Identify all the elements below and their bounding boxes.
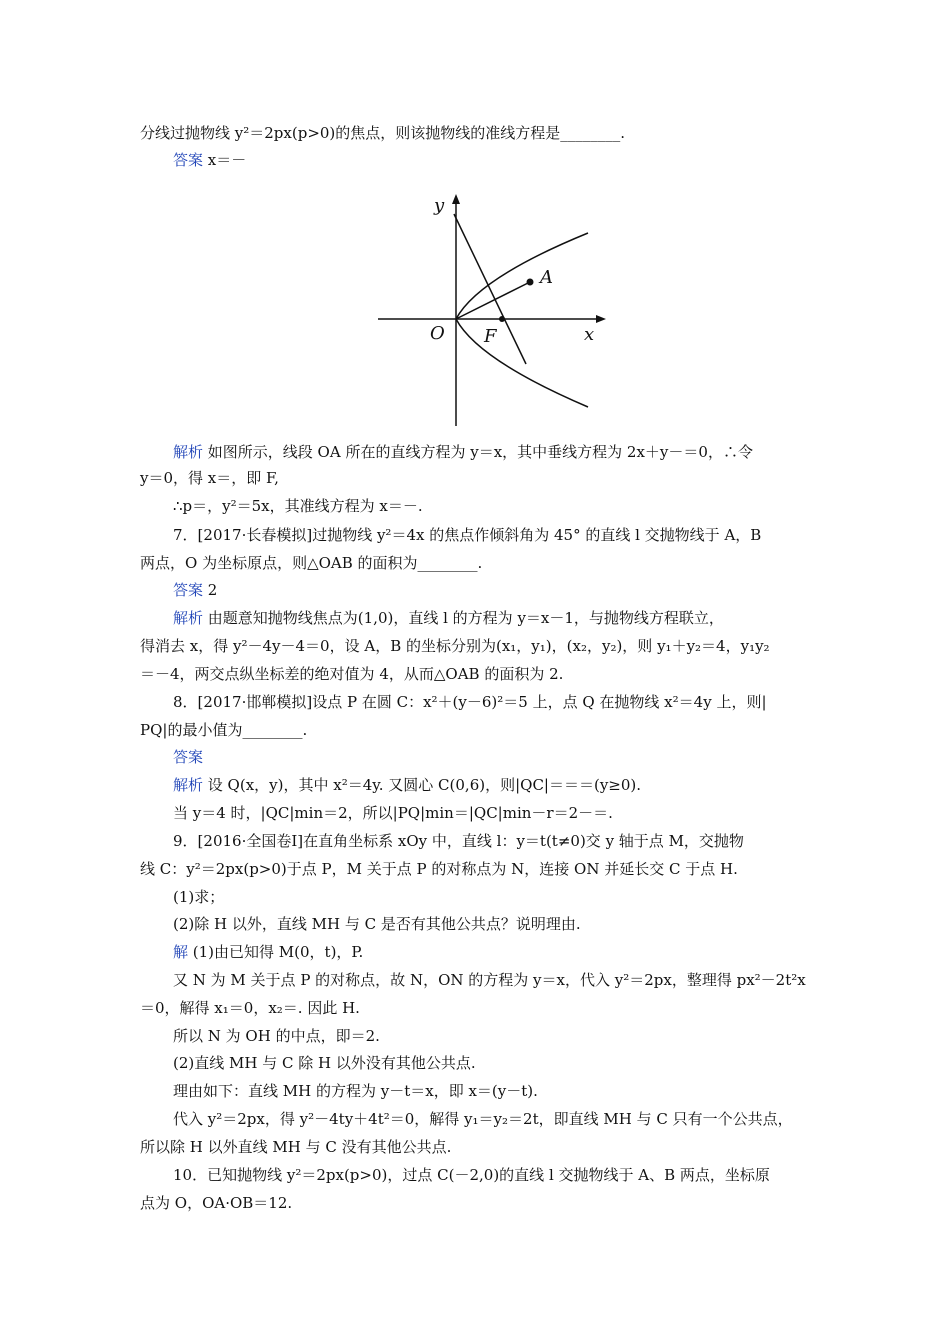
analysis-line: 解析 如图所示，线段 OA 所在的直线方程为 y＝x，其中垂线方程为 2x＋y－＝0，∴令 [173, 443, 753, 461]
analysis-label: 解析 [173, 776, 204, 794]
text-line: (2)直线 MH 与 C 除 H 以外没有其他公共点. [173, 1054, 476, 1072]
x-axis-label: x [584, 324, 595, 345]
text-line: 当 y＝4 时，|QC|min＝2，所以|PQ|min＝|QC|min－r＝2－＝. [173, 804, 613, 822]
solution-line: 解 (1)由已知得 M(0，t)，P. [173, 943, 364, 961]
point-a-label: A [540, 267, 553, 288]
answer-line: 答案 2 [173, 581, 218, 599]
answer-label: 答案 [173, 581, 204, 599]
focus-label: F [484, 326, 497, 347]
solution-label: 解 [173, 943, 189, 961]
origin-label: O [430, 323, 445, 344]
text-line: 两点，O 为坐标原点，则△OAB 的面积为________. [140, 554, 483, 572]
y-axis-arrow [452, 194, 460, 204]
answer-line [173, 746, 853, 768]
text-line: 点为 O，OA·OB＝12. [140, 1194, 293, 1212]
text-line: 所以除 H 以外直线 MH 与 C 没有其他公共点. [140, 1138, 452, 1156]
analysis-label: 解析 [173, 609, 204, 627]
text-line: 得消去 x，得 y²－4y－4＝0，设 A，B 的坐标分别为(x₁，y₁)，(x₂，y₂)，则 y₁＋y₂＝4，y₁y₂ [140, 637, 770, 655]
question-10: 10．已知抛物线 y²＝2px(p>0)，过点 C(－2,0)的直线 l 交抛物线于 A、B 两点，坐标原 [173, 1166, 770, 1184]
y-axis-label: y [434, 195, 445, 216]
text-line: 代入 y²＝2px，得 y²－4ty＋4t²＝0，解得 y₁＝y₂＝2t，即直线 MH 与 C 只有一个公共点， [173, 1110, 793, 1128]
text-line: ＝0，解得 x₁＝0，x₂＝. 因此 H. [140, 999, 360, 1017]
point-f [499, 316, 505, 322]
text-line: (1)求； [173, 888, 225, 906]
parabola-figure [368, 188, 618, 428]
text-line: ∴p＝，y²＝5x，其准线方程为 x＝－. [173, 497, 423, 515]
analysis-label: 解析 [173, 443, 204, 461]
text-line: y＝0，得 x＝，即 F, [140, 469, 279, 487]
question-9: 9．[2016·全国卷Ⅰ]在直角坐标系 xOy 中，直线 l：y＝t(t≠0)交 y 轴于点 M，交抛物 [173, 832, 744, 850]
question-7: 7．[2017·长春模拟]过抛物线 y²＝4x 的焦点作倾斜角为 45° 的直线 l 交抛物线于 A，B [173, 526, 762, 544]
x-axis-arrow [596, 315, 606, 323]
text-line: 分线过抛物线 y²＝2px(p>0)的焦点，则该抛物线的准线方程是________. [140, 124, 626, 142]
analysis-line: 解析 由题意知抛物线焦点为(1,0)，直线 l 的方程为 y＝x－1，与抛物线方程联立， [173, 609, 724, 627]
text-line: 所以 N 为 OH 的中点，即＝2. [173, 1027, 380, 1045]
answer-label: 答案 [173, 151, 204, 169]
text-line: (2)除 H 以外，直线 MH 与 C 是否有其他公共点？说明理由. [173, 915, 581, 933]
segment-oa [456, 282, 530, 319]
analysis-line: 解析 设 Q(x，y)，其中 x²＝4y. 又圆心 C(0,6)，则|QC|＝＝＝(y≥0). [173, 776, 642, 794]
answer-label: 答案 [173, 748, 204, 766]
answer-line: 答案 x＝－ [173, 151, 247, 169]
text-line: 理由如下：直线 MH 的方程为 y－t＝x，即 x＝(y－t). [173, 1082, 538, 1100]
text-line: PQ|的最小值为________. [140, 721, 308, 739]
point-a [527, 279, 534, 286]
text-line: 又 N 为 M 关于点 P 的对称点，故 N，ON 的方程为 y＝x，代入 y²＝2px，整理得 px²－2t²x [173, 971, 806, 989]
text-line: ＝－4，两交点纵坐标差的绝对值为 4，从而△OAB 的面积为 2. [140, 665, 564, 683]
parabola-diagram [368, 188, 618, 428]
text-line: 线 C：y²＝2px(p>0)于点 P，M 关于点 P 的对称点为 N，连接 ON 并延长交 C 于点 H. [140, 860, 738, 878]
question-8: 8．[2017·邯郸模拟]设点 P 在圆 C：x²＋(y－6)²＝5 上，点 Q 在抛物线 x²＝4y 上，则| [173, 693, 767, 711]
